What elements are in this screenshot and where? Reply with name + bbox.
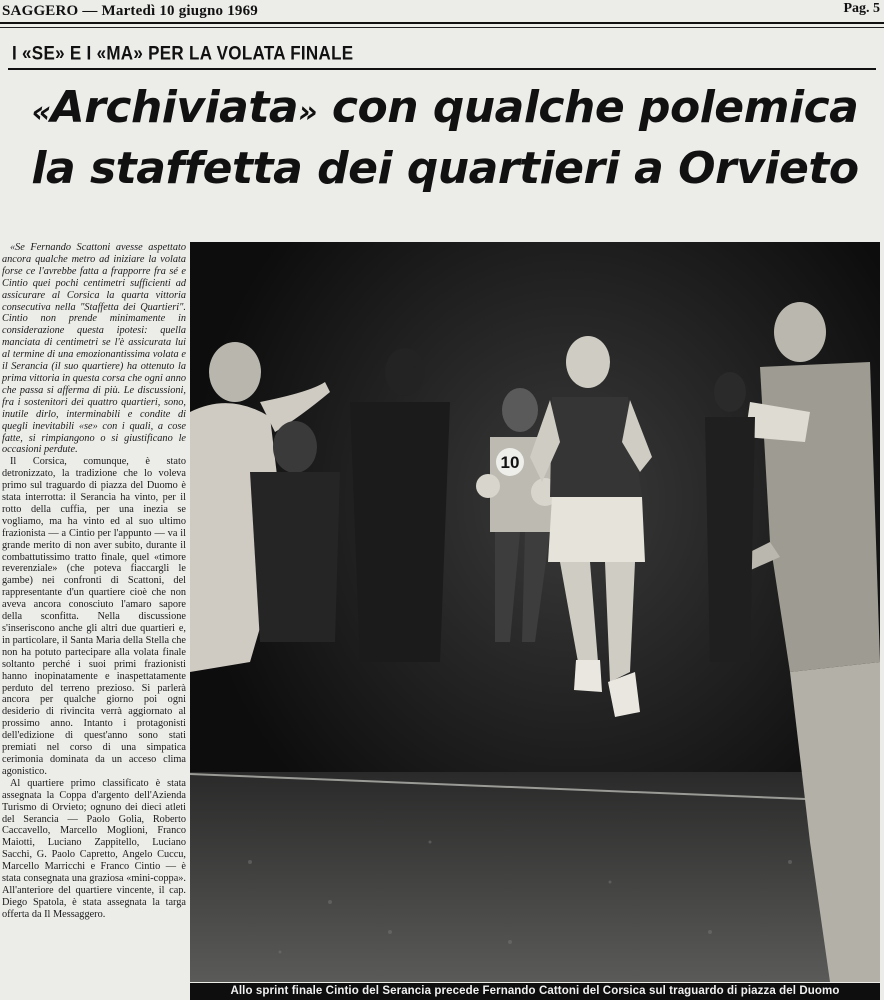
article-paragraph-1: «Se Fernando Scattoni avesse aspettato ancora qualche metro ad iniziare la volata forse ce l'avrebbe fatta a frapporre fra sé e Cintio quei pochi centimetri sufficienti ad assicurare al Corsica la quarta vittoria consecutiva nella "Staffetta dei Quartieri". Cintio non prende minimamente in considerazione questa ipotesi: quella manciata di centimetri se l'è assicurata lui al termine di una emozionantissima volata e il Serancia (il suo quartiere) ha ottenuto la prima vittoria in questa corsa che ogni anno che passa si afferma di più. Le discussioni, fra i sostenitori dei quattro quartieri, sono, inutile dirlo, interminabili e condite di quegli inevitabili «se» con i quali, a cose fatte, si rimpiangono o si giustificano le occasioni perdute. <box>2 242 186 456</box>
article-column <box>2 242 186 921</box>
race-photo <box>190 242 880 982</box>
headline-line-2: la staffetta dei quartieri a Orvieto <box>31 143 859 194</box>
headline-word: Archiviata <box>50 82 299 133</box>
masthead-date: SAGGERO — Martedì 10 giugno 1969 <box>2 3 258 19</box>
kicker-headline: I «SE» E I «MA» PER LA VOLATA FINALE <box>12 42 354 64</box>
headline-quote-close: » <box>298 95 318 130</box>
page-number: Pag. 5 <box>843 1 880 16</box>
header-rule-thin <box>0 27 884 28</box>
photo-caption: Allo sprint finale Cintio del Serancia precede Fernando Cattoni del Corsica sul traguardo di piazza del Duomo <box>190 983 880 1000</box>
main-headline <box>20 80 870 197</box>
article-paragraph-2: Il Corsica, comunque, è stato detronizzato, la tradizione che lo voleva primo sul traguardo di piazza del Duomo è stata interrotta: il Serancia ha vinto, per il rotto della cuffia, per una inezia se vogliamo, ma ha vinto ed al suo ultimo frazionista — a Cintio per l'appunto — va il grande merito di non aver subito, durante il combattutissimo tratto finale, quel «timore reverenziale» (che poteva fiaccargli le gambe) nei confronti di Scattoni, del rappresentante d'un quartiere cioè che non aveva ancora conosciuto l'amaro sapore della sconfitta. Nella discussione s'inseriscono anche gli altri due quartieri e, in particolare, il Santa Maria della Stella che non ha potuto partecipare alla volata finale soltanto perché i suoi primi frazionisti hanno inopinatamente e inaspettatamente perduto del terreno prezioso. Si parlerà ancora per qualche giorno poi ogni desiderio di rivincita verrà aggiornato al prossimo anno. Intanto i protagonisti dell'edizione di quest'anno sono stati premiati nel corso di una simpatica cerimonia dominata da un acceso clima agonistico. <box>2 456 186 777</box>
headline-line-1-rest: con qualche polemica <box>317 82 859 133</box>
article-paragraph-3: Al quartiere primo classificato è stata assegnata la Coppa d'argento dell'Azienda Turismo di Orvieto; ognuno dei dieci atleti del Serancia — Paolo Golia, Roberto Caccavello, Marcello Moglioni, Franco Maiotti, Luciano Zappitello, Luciano Sacchi, G. Paolo Capretto, Angelo Cuccu, Marcello Marricchi e Franco Cintio — è stata consegnata una graziosa «mini-coppa». All'anteriore del quartiere vincente, il cap. Diego Spatola, è stata assegnata la targa offerta da Il Messaggero. <box>2 777 186 920</box>
kicker-rule <box>8 68 876 70</box>
headline-quote-open: « <box>31 95 51 130</box>
header-rule <box>0 22 884 24</box>
runner-bib-number: 10 <box>500 453 520 472</box>
running-header <box>0 0 884 22</box>
headline-line-1 <box>20 80 870 141</box>
race-photo-image <box>190 242 880 982</box>
